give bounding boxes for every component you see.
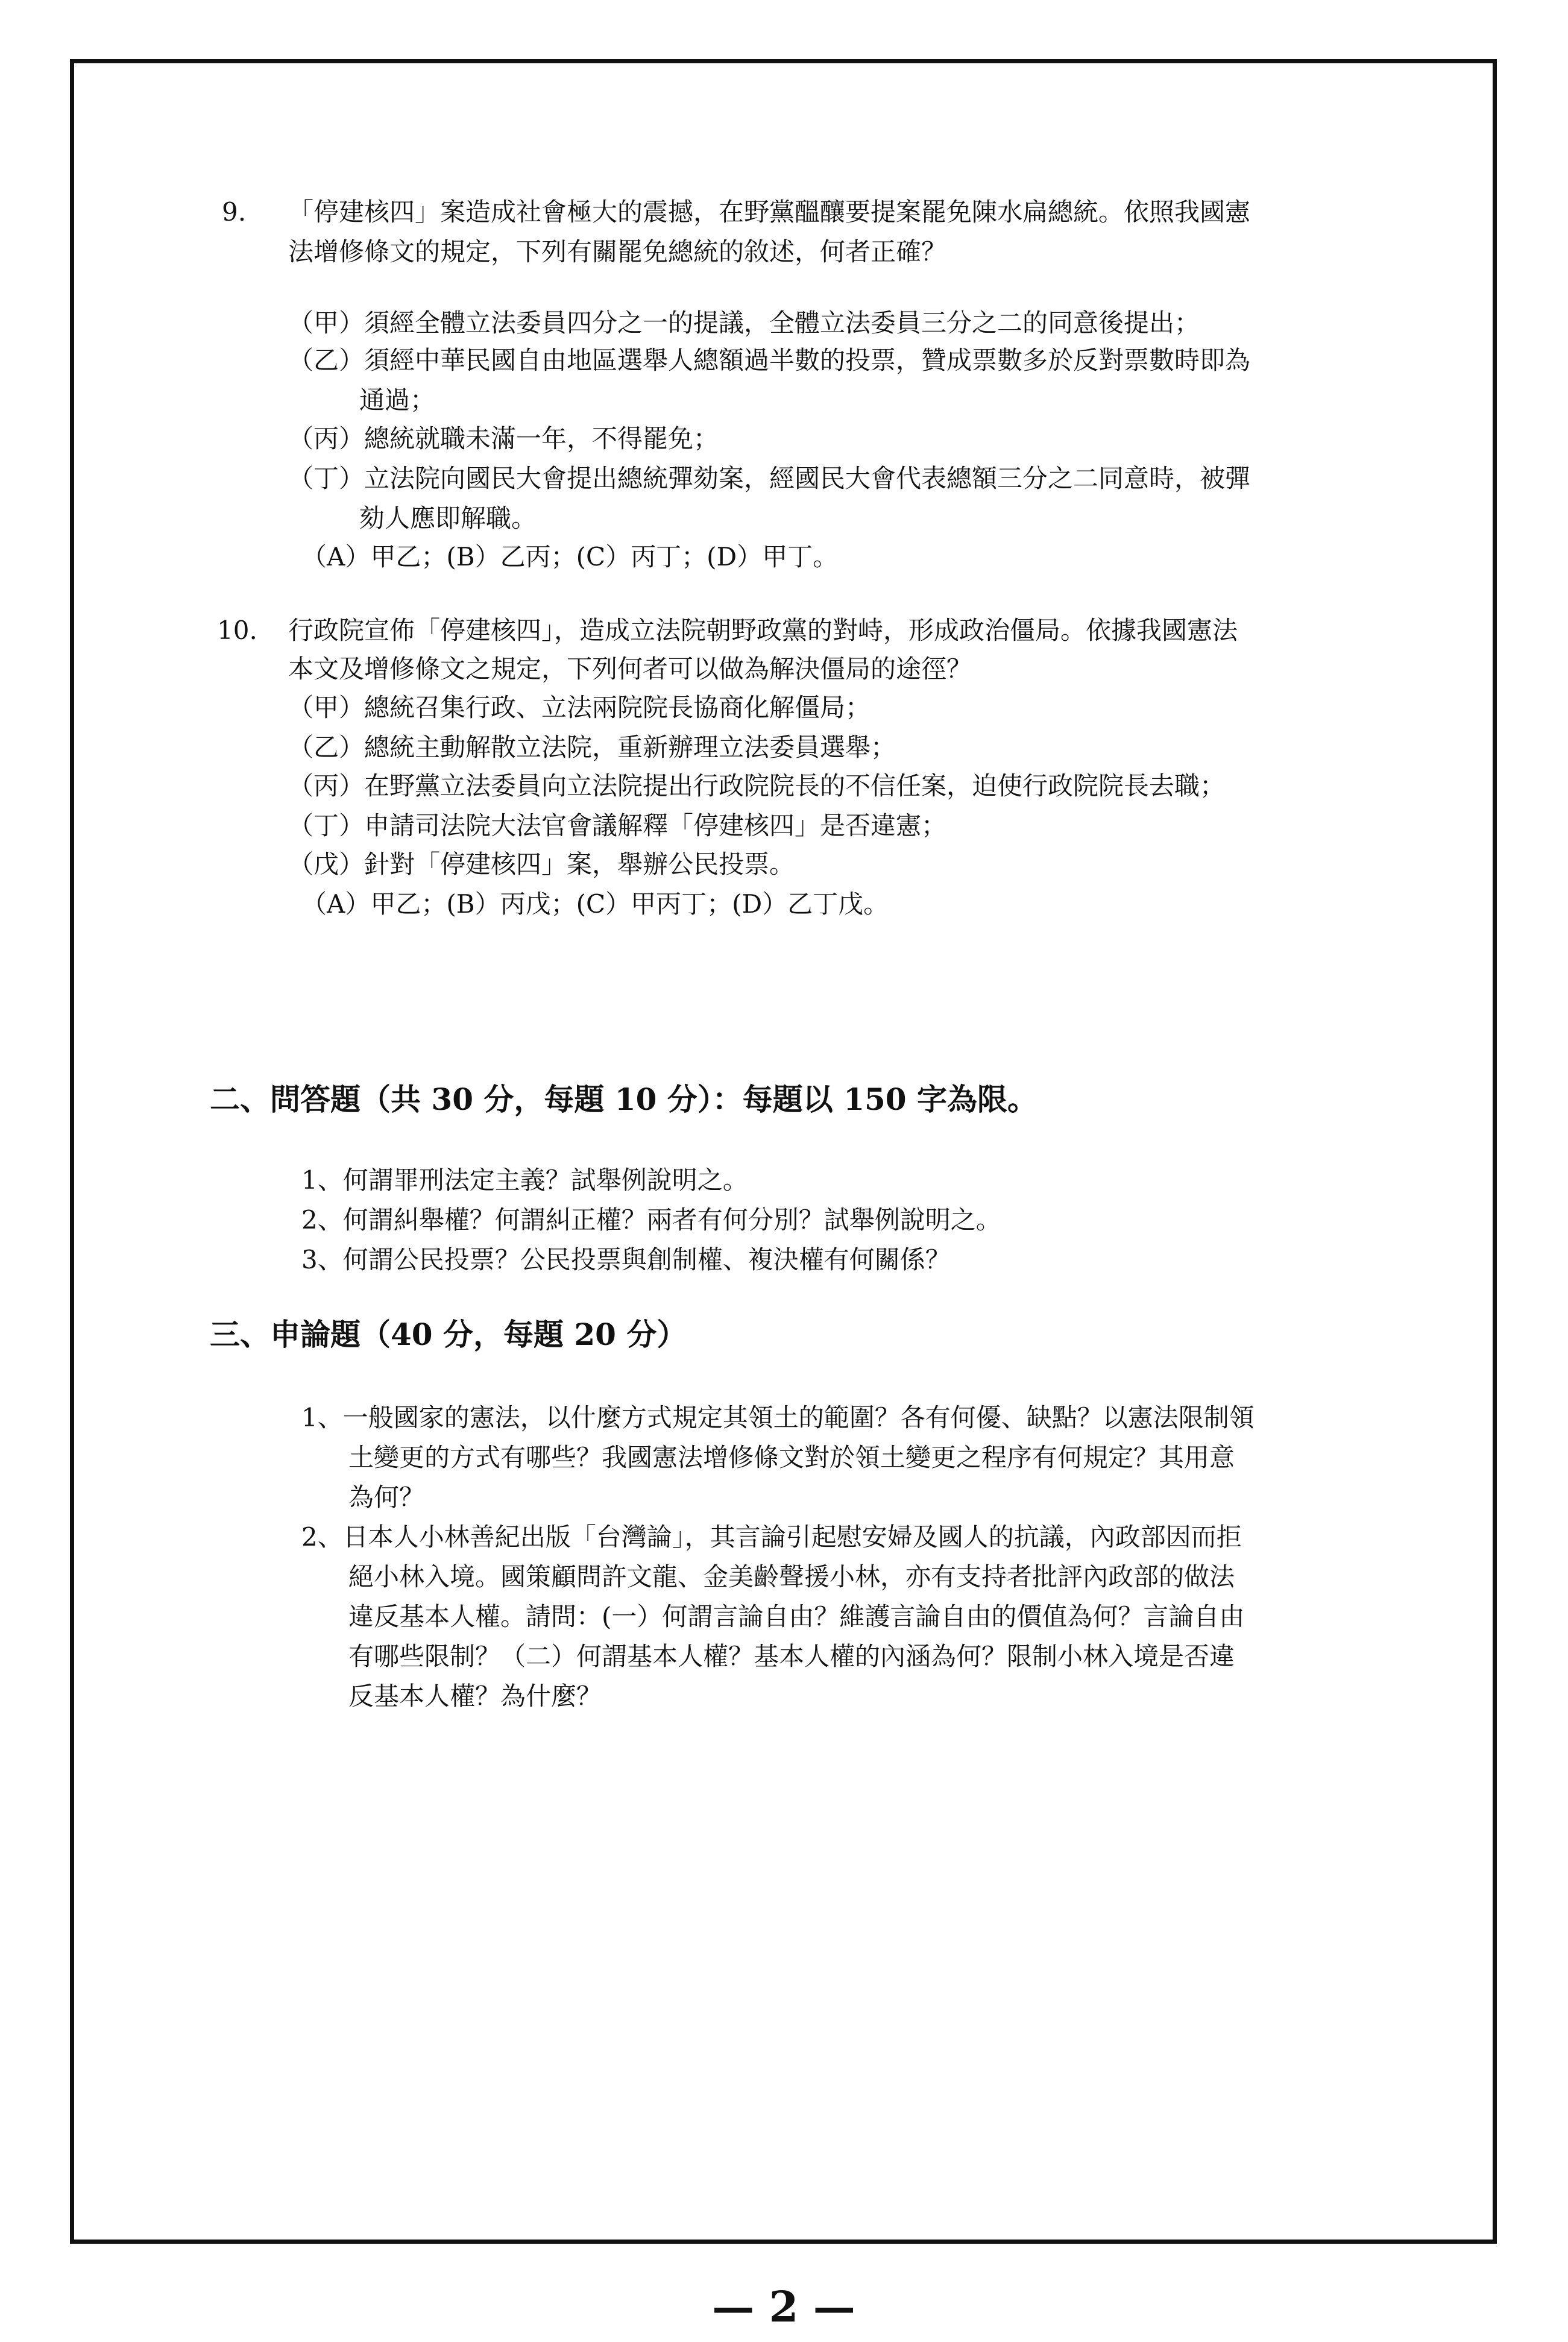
question-10-option-yi: （乙）總統主動解散立法院，重新辦理立法委員選舉； [288,732,896,762]
question-9-option-ding-cont: 劾人應即解職。 [359,503,537,533]
question-9-option-ding: （丁）立法院向國民大會提出總統彈劾案，經國民大會代表總額三分之二同意時，被彈 [288,464,1251,493]
question-10-option-wu: （戊）針對「停建核四」案，舉辦公民投票。 [288,849,795,879]
question-9-option-jia: （甲）須經全體立法委員四分之一的提議，全體立法委員三分之二的同意後提出； [288,308,1200,338]
question-9-choices: （A）甲乙；(B）乙丙；(C）丙丁；(D）甲丁。 [301,542,839,571]
section-3-item-2-line-1: 2、日本人小林善紀出版「台灣論」，其言論引起慰安婦及國人的抗議，內政部因而拒 [301,1522,1242,1552]
section-2-item-1: 1、何謂罪刑法定主義？試舉例說明之。 [301,1165,748,1195]
question-10-option-ding: （丁）申請司法院大法官會議解釋「停建核四」是否違憲； [288,811,947,840]
question-10-stem-line-1: 行政院宣佈「停建核四」，造成立法院朝野政黨的對峙，形成政治僵局。依據我國憲法 [288,615,1238,645]
section-3-item-1-line-3: 為何？ [348,1482,425,1512]
section-3-item-2-line-3: 違反基本人權。請問：(一）何謂言論自由？維護言論自由的價值為何？言論自由 [348,1602,1245,1631]
section-3-item-1-line-1: 1、一般國家的憲法，以什麼方式規定其領土的範圍？各有何優、缺點？以憲法限制領 [301,1403,1255,1432]
page-number: — 2 — [712,2282,855,2332]
section-2-item-2: 2、何謂糾舉權？何謂糾正權？兩者有何分別？試舉例說明之。 [301,1205,1001,1235]
section-2-title: 二、問答題（共 30 分，每題 10 分）：每題以 150 字為限。 [210,1081,1037,1117]
section-3-item-2-line-4: 有哪些限制？（二）何謂基本人權？基本人權的內涵為何？限制小林入境是否違 [348,1642,1235,1671]
question-9-option-yi: （乙）須經中華民國自由地區選舉人總額過半數的投票，贊成票數多於反對票數時即為 [288,345,1251,375]
question-10-number: 10. [217,615,257,645]
question-10-choices: （A）甲乙；(B）丙戊；(C）甲丙丁；(D）乙丁戊。 [301,889,889,919]
question-9-stem-line-1: 「停建核四」案造成社會極大的震撼，在野黨醞釀要提案罷免陳水扁總統。依照我國憲 [288,197,1251,227]
section-3-title: 三、申論題（40 分，每題 20 分） [210,1317,687,1352]
page-border [70,59,1497,2244]
question-10-option-jia: （甲）總統召集行政、立法兩院院長協商化解僵局； [288,693,871,722]
question-9-stem-line-2: 法增修條文的規定，下列有關罷免總統的敘述，何者正確？ [288,237,947,266]
section-3-item-2-line-2: 絕小林入境。國策顧問許文龍、金美齡聲援小林，亦有支持者批評內政部的做法 [348,1562,1235,1591]
section-3-item-1-line-2: 土變更的方式有哪些？我國憲法增修條文對於領土變更之程序有何規定？其用意 [348,1443,1235,1472]
section-2-item-3: 3、何謂公民投票？公民投票與創制權、複決權有何關係？ [301,1245,951,1274]
question-9-option-yi-cont: 通過； [359,385,436,415]
question-10-option-bing: （丙）在野黨立法委員向立法院提出行政院院長的不信任案，迫使行政院院長去職； [288,771,1226,801]
section-3-item-2-line-5: 反基本人權？為什麼？ [348,1681,602,1711]
question-9-option-bing: （丙）總統就職未滿一年，不得罷免； [288,424,719,453]
question-10-stem-line-2: 本文及增修條文之規定，下列何者可以做為解決僵局的途徑？ [288,654,972,684]
question-9-number: 9. [222,197,247,227]
